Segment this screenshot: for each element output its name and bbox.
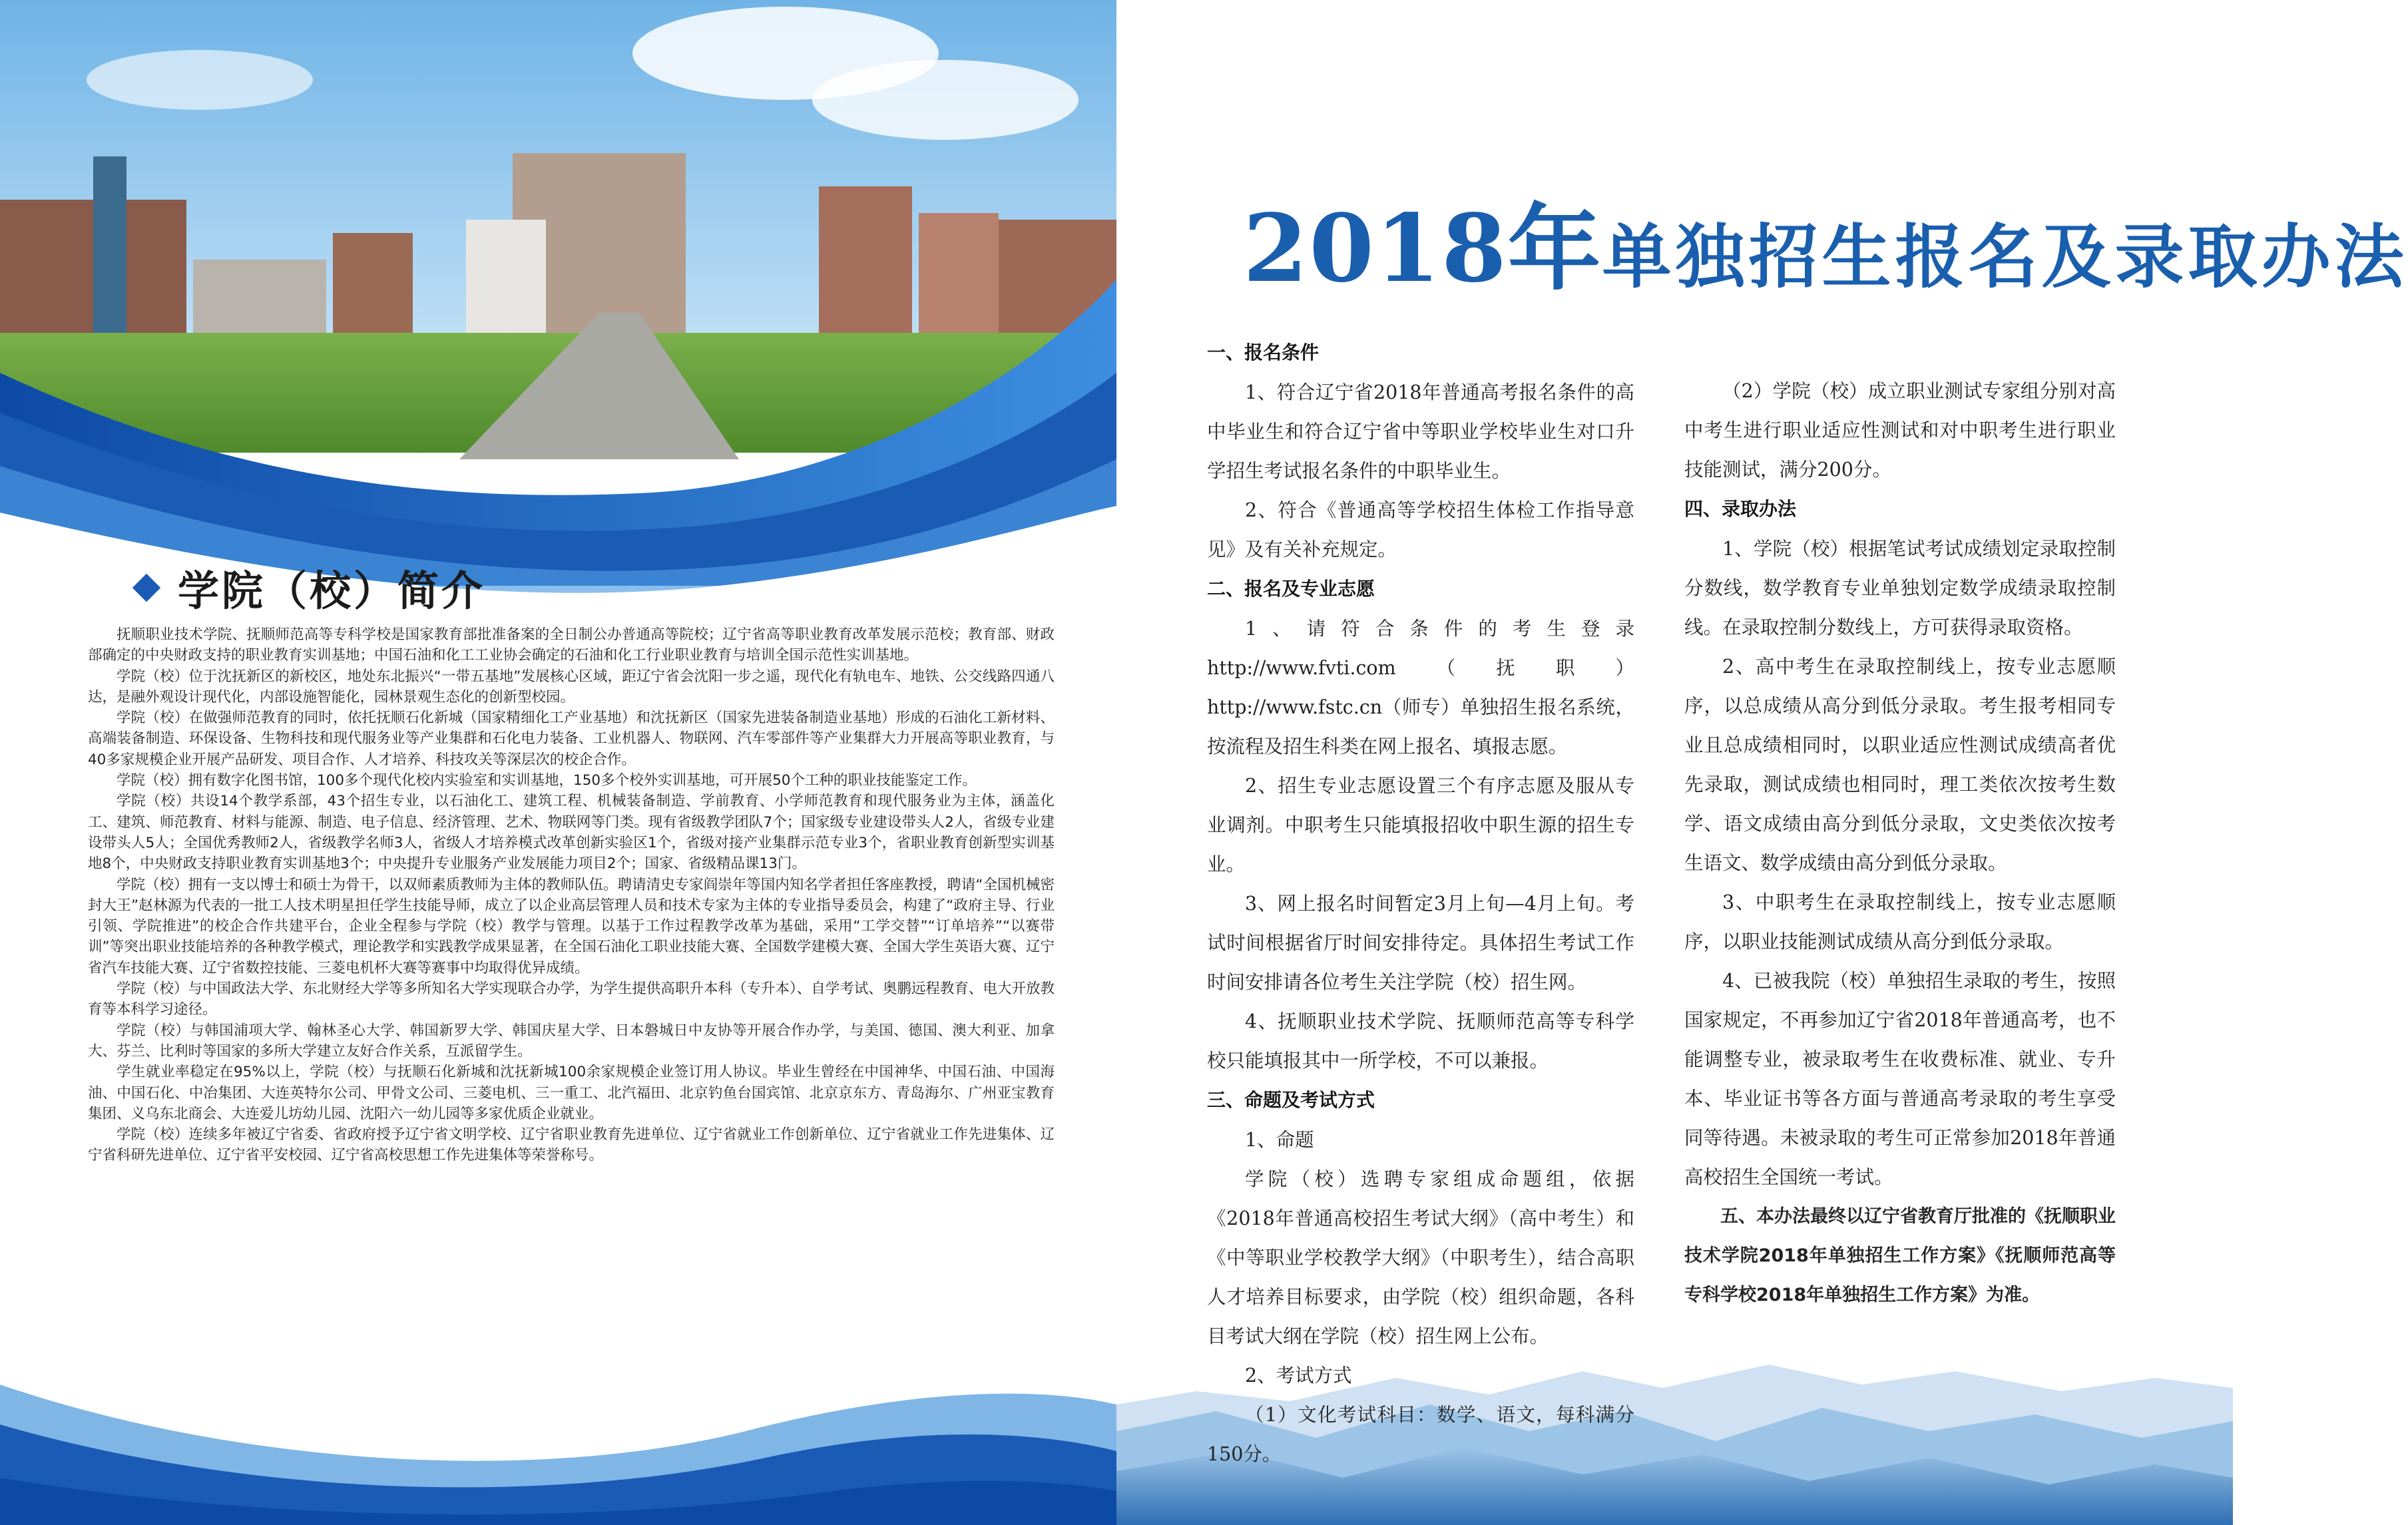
rules-column-left: [1207, 333, 1634, 1474]
right-page: [1116, 0, 2408, 1525]
rule-paragraph: 1、命题: [1245, 1129, 1314, 1151]
rules-column-right: [1684, 371, 2116, 1315]
intro-paragraph: 学院（校）拥有一支以博士和硕士为骨干，以双师素质教师为主体的教师队伍。聘请清史专家阎崇年等国内知名学者担任客座教授，聘请“全国机械密封大王”赵林源为代表的一批工人技术明星担任学生技能导师，成立了以企业高层管理人员和技术专家为主体的专业指导委员会，构建了“政府主导、行业引领、学院推进”的校企合作共建平台，企业全程参与学院（校）教学与管理。以基于工作过程教学改革为基础，采用“工学交替”“订单培养”“以赛带训”等突出职业技能培养的各种教学模式，理论教学和实践教学成果显著，在全国石油化工职业技能大赛、全国数学建模大赛、全国大学生英语大赛、辽宁省汽车技能大赛、辽宁省数控技能、三菱电机杯大赛等赛事中均取得优异成绩。: [88, 876, 1055, 977]
intro-title: 学院（校）简介: [178, 566, 486, 615]
intro-heading: [136, 558, 485, 617]
left-page: [0, 0, 1116, 1525]
section-heading: 一、报名条件: [1207, 341, 1320, 363]
rule-paragraph: 4、已被我院（校）单独招生录取的考生，按照国家规定，不再参加辽宁省2018年普通高考，也不能调整专业，被录取考生在收费标准、就业、专升本、毕业证书等各方面与普通高考录取的考生享受同等待遇。未被录取的考生可正常参加2018年普通高校招生全国统一考试。: [1684, 970, 2116, 1188]
section-heading: 二、报名及专业志愿: [1207, 578, 1375, 600]
title-year: 2018年: [1243, 194, 1602, 304]
rule-paragraph: 1、请符合条件的考生登录http://www.fvti.com（抚职）http://www.fstc.cn（师专）单独招生报名系统，按流程及招生科类在网上报名、填报志愿。: [1207, 618, 1634, 758]
rule-paragraph: 2、考试方式: [1245, 1365, 1352, 1387]
section-heading: 三、命题及考试方式: [1207, 1089, 1375, 1111]
intro-body: [88, 624, 1055, 1166]
rule-paragraph: 1、符合辽宁省2018年普通高考报名条件的高中毕业生和符合辽宁省中等职业学校毕业生对口升学招生考试报名条件的中职毕业生。: [1207, 381, 1634, 482]
intro-paragraph: 学生就业率稳定在95%以上，学院（校）与抚顺石化新城和沈抚新城100余家规模企业签订用人协议。毕业生曾经在中国神华、中国石油、中国海油、中国石化、中冶集团、大连英特尔公司、甲骨文公司、三菱电机、三一重工、北汽福田、北京钓鱼台国宾馆、北京京东方、青岛海尔、广州亚宝教育集团、义乌东北商会、大连爱儿坊幼儿园、沈阳六一幼儿园等多家优质企业就业。: [88, 1064, 1055, 1122]
rule-paragraph: 3、网上报名时间暂定3月上旬—4月上旬。考试时间根据省厅时间安排待定。具体招生考试工作时间安排请各位考生关注学院（校）招生网。: [1207, 893, 1634, 993]
rule-paragraph: 1、学院（校）根据笔试考试成绩划定录取控制分数线，数学教育专业单独划定数学成绩录取控制线。在录取控制分数线上，方可获得录取资格。: [1684, 538, 2116, 638]
section-heading: 四、录取办法: [1684, 498, 1797, 520]
intro-paragraph: 学院（校）共设14个教学系部，43个招生专业，以石油化工、建筑工程、机械装备制造、学前教育、小学师范教育和现代服务业为主体，涵盖化工、建筑、师范教育、材料与能源、制造、电子信息、经济管理、艺术、物联网等门类。现有省级教学团队7个；国家级专业建设带头人2人，省级专业建设带头人5人；全国优秀教师2人，省级教学名师3人，省级人才培养模式改革创新实验区1个，省级对接产业集群示范专业3个，省职业教育创新型实训基地8个，中央财政支持职业教育实训基地3个；中央提升专业服务产业发展能力项目2个；国家、省级精品课13门。: [88, 793, 1055, 873]
intro-paragraph: 学院（校）拥有数字化图书馆，100多个现代化校内实验室和实训基地，150多个校外实训基地，可开展50个工种的职业技能鉴定工作。: [117, 772, 977, 789]
intro-paragraph: 学院（校）连续多年被辽宁省委、省政府授予辽宁省文明学校、辽宁省职业教育先进单位、辽宁省就业工作创新单位、辽宁省就业工作先进集体、辽宁省科研先进单位、辽宁省平安校园、辽宁省高校思想工作先进集体等荣誉称号。: [88, 1126, 1055, 1164]
rule-paragraph: （2）学院（校）成立职业测试专家组分别对高中考生进行职业适应性测试和对中职考生进行职业技能测试，满分200分。: [1684, 380, 2116, 481]
rule-paragraph: （1）文化考试科目：数学、语文，每科满分150分。: [1207, 1404, 1634, 1465]
title-text: 单独招生报名及录取办法: [1602, 216, 2408, 298]
intro-paragraph: 学院（校）与韩国浦项大学、翰林圣心大学、韩国新罗大学、韩国庆星大学、日本磐城日中友协等开展合作办学，与美国、德国、澳大利亚、加拿大、芬兰、比利时等国家的多所大学建立友好合作关系，互派留学生。: [88, 1022, 1055, 1060]
diamond-bullet-icon: [132, 573, 160, 601]
rule-paragraph: 2、符合《普通高等学校招生体检工作指导意见》及有关补充规定。: [1207, 499, 1634, 560]
closing-statement: 五、本办法最终以辽宁省教育厅批准的《抚顺职业技术学院2018年单独招生工作方案》《抚顺师范高等专科学校2018年单独招生工作方案》为准。: [1684, 1206, 2116, 1305]
intro-paragraph: 学院（校）在做强师范教育的同时，依托抚顺石化新城（国家精细化工产业基地）和沈抚新区（国家先进装备制造业基地）形成的石油化工新材料、高端装备制造、环保设备、生物科技和现代服务业等产业集群和石化电力装备、工业机器人、物联网、汽车零部件等产业集群大力开展高等职业教育，与40多家规模企业开展产品研发、项目合作、人才培养、科技攻关等深层次的校企合作。: [88, 710, 1055, 768]
intro-paragraph: 学院（校）位于沈抚新区的新校区，地处东北振兴“一带五基地”发展核心区域，距辽宁省会沈阳一步之遥，现代化有轨电车、地铁、公交线路四通八达，是融外观设计现代化，内部设施智能化，园林景观生态化的创新型校园。: [88, 668, 1055, 706]
rule-paragraph: 学院（校）选聘专家组成命题组，依据《2018年普通高校招生考试大纲》（高中考生）和《中等职业学校教学大纲》（中职考生），结合高职人才培养目标要求，由学院（校）组织命题，各科目考试大纲在学院（校）招生网上公布。: [1207, 1168, 1634, 1347]
intro-paragraph: 学院（校）与中国政法大学、东北财经大学等多所知名大学实现联合办学，为学生提供高职升本科（专升本）、自学考试、奥鹏远程教育、电大开放教育等本科学习途径。: [88, 980, 1055, 1018]
rule-paragraph: 2、高中考生在录取控制线上，按专业志愿顺序，以总成绩从高分到低分录取。考生报考相同专业且总成绩相同时，以职业适应性测试成绩高者优先录取，测试成绩也相同时，理工类依次按考生数学、语文成绩由高分到低分录取，文史类依次按考生语文、数学成绩由高分到低分录取。: [1684, 656, 2116, 874]
main-title: [1243, 174, 2408, 308]
rule-paragraph: 2、招生专业志愿设置三个有序志愿及服从专业调剂。中职考生只能填报招收中职生源的招生专业。: [1207, 775, 1634, 875]
intro-paragraph: 抚顺职业技术学院、抚顺师范高等专科学校是国家教育部批准备案的全日制公办普通高等院校；辽宁省高等职业教育改革发展示范校；教育部、财政部确定的中央财政支持的职业教育实训基地；中国石油和化工工业协会确定的石油和化工行业职业教育与培训全国示范性实训基地。: [88, 626, 1055, 664]
rule-paragraph: 3、中职考生在录取控制线上，按专业志愿顺序，以职业技能测试成绩从高分到低分录取。: [1684, 891, 2116, 953]
rule-paragraph: 4、抚顺职业技术学院、抚顺师范高等专科学校只能填报其中一所学校，不可以兼报。: [1207, 1010, 1634, 1072]
